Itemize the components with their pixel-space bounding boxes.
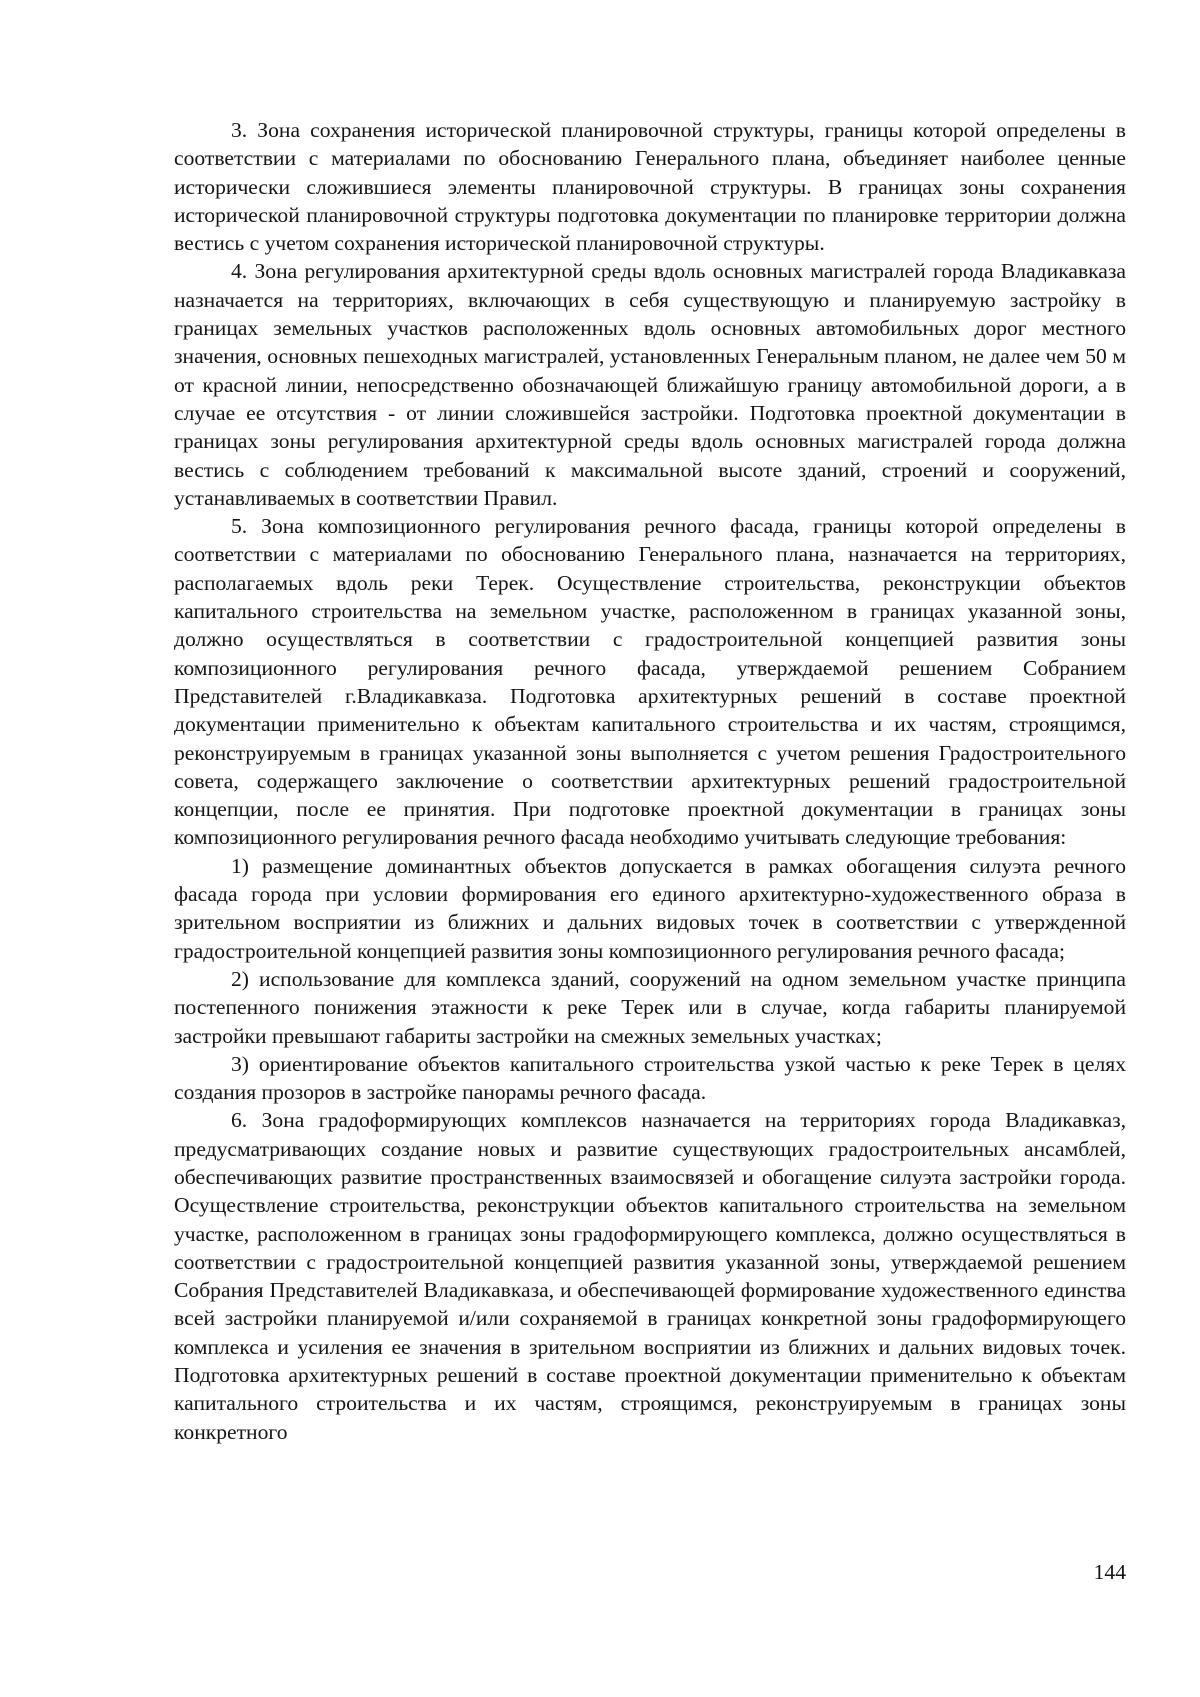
paragraph-zone-3: 3. Зона сохранения исторической планировочной структуры, границы которой определены в соответствии с материалами по обоснованию Генерального плана, объединяет наиболее ценные исторически сложившиеся элементы планировочной структуры. В границах зоны сохранения исторической планировочной структуры подготовка документации по планировке территории должна вестись с учетом сохранения исторической планировочной структуры. (174, 118, 1126, 256)
paragraph-zone-5: 5. Зона композиционного регулирования речного фасада, границы которой определены в соответствии с материалами по обоснованию Генерального плана, назначается на территориях, располагаемых вдоль реки Терек. Осуществление строительства, реконструкции объектов капитального строительства на земельном участке, расположенном в границах указанной зоны, должно осуществляться в соответствии с градостроительной концепцией развития зоны композиционного регулирования речного фасада, утверждаемой решением Собранием Представителей г.Владикавказа. Подготовка архитектурных решений в составе проектной документации применительно к объектам капитального строительства и их частям, строящимся, реконструируемым в границах указанной зоны выполняется с учетом решения Градостроительного совета, содержащего заключение о соответствии архитектурных решений градостроительной концепции, после ее принятия. При подготовке проектной документации в границах зоны композиционного регулирования речного фасада необходимо учитывать следующие требования: (174, 514, 1126, 850)
document-body (174, 116, 1126, 1446)
paragraph-zone-6: 6. Зона градоформирующих комплексов назначается на территориях города Владикавказ, предусматривающих создание новых и развитие существующих градостроительных ансамблей, обеспечивающих развитие пространственных взаимосвязей и обогащение силуэта застройки города. Осуществление строительства, реконструкции объектов капитального строительства на земельном участке, расположенном в границах зоны градоформирующего комплекса, должно осуществляться в соответствии с градостроительной концепцией развития указанной зоны, утверждаемой решением Собрания Представителей Владикавказа, и обеспечивающей формирование художественного единства всей застройки планируемой и/или сохраняемой в границах конкретной зоны градоформирующего комплекса и усиления ее значения в зрительном восприятии из ближних и дальних видовых точек. Подготовка архитектурных решений в составе проектной документации применительно к объектам капитального строительства и их частям, строящимся, реконструируемым в границах зоны конкретного (174, 1108, 1126, 1444)
paragraph-zone-4: 4. Зона регулирования архитектурной среды вдоль основных магистралей города Владикавказа назначается на территориях, включающих в себя существующую и планируемую застройку в границах земельных участков расположенных вдоль основных автомобильных дорог местного значения, основных пешеходных магистралей, установленных Генеральным планом, не далее чем 50 м от красной линии, непосредственно обозначающей ближайшую границу автомобильной дороги, а в случае ее отсутствия - от линии сложившейся застройки. Подготовка проектной документации в границах зоны регулирования архитектурной среды вдоль основных магистралей города должна вестись с соблюдением требований к максимальной высоте зданий, строений и сооружений, устанавливаемых в соответствии Правил. (174, 259, 1126, 510)
list-item-requirement-1: 1) размещение доминантных объектов допускается в рамках обогащения силуэта речного фасада города при условии формирования его единого архитектурно-художественного образа в зрительном восприятии из ближних и дальних видовых точек в соответствии с утвержденной градостроительной концепцией развития зоны композиционного регулирования речного фасада; (174, 853, 1126, 963)
list-item-requirement-2: 2) использование для комплекса зданий, сооружений на одном земельном участке принципа постепенного понижения этажности к реке Терек или в случае, когда габариты планируемой застройки превышают габариты застройки на смежных земельных участках; (174, 966, 1126, 1048)
page-number: 144 (1093, 1560, 1126, 1584)
list-item-requirement-3: 3) ориентирование объектов капитального строительства узкой частью к реке Терек в целях создания прозоров в застройке панорамы речного фасада. (174, 1051, 1126, 1105)
